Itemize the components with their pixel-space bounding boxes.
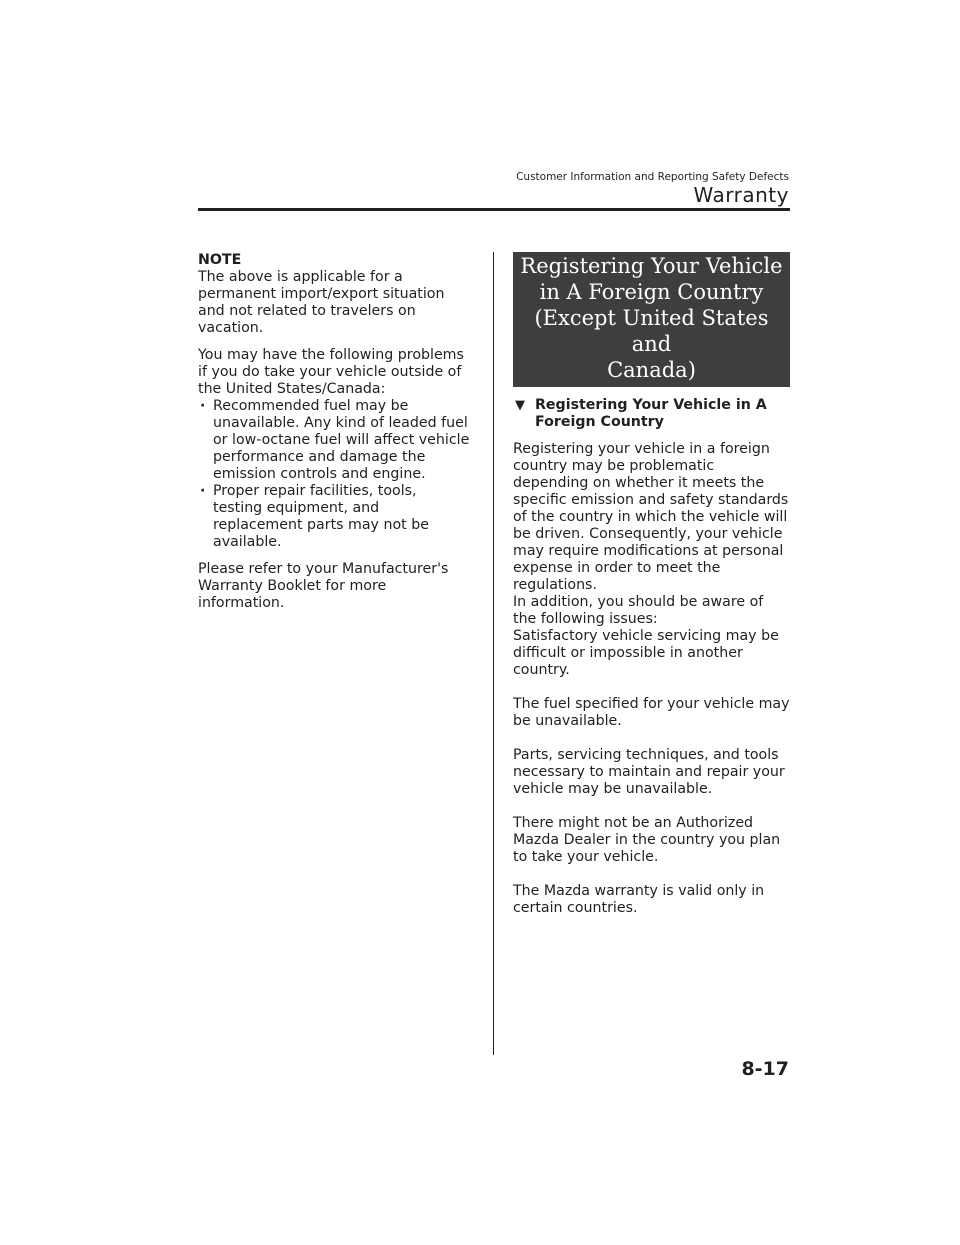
issue-parts: Parts, servicing techniques, and tools necessary to maintain and repair your vehicle may be unavailable. [513,747,785,797]
subheading [513,397,790,431]
bullet-icon: · [200,398,206,414]
issues-intro: In addition, you should be aware of the following issues: [513,594,764,627]
banner-line: Canada) [607,358,696,382]
list-item [198,398,470,483]
triangle-down-icon: ▼ [515,398,525,413]
list-item-text: Proper repair facilities, tools, testing equipment, and replacement parts may not be available. [213,483,429,550]
banner-line: in A Foreign Country [539,280,764,304]
header-rule [198,208,790,211]
note-text: The above is applicable for a permanent import/export situation and not related to travelers on vacation. [198,269,445,336]
right-column [513,252,790,934]
registration-paragraph: Registering your vehicle in a foreign country may be problematic depending on whether it meets the specific emission and safety standards of the country in which the vehicle will be driven. Consequently, your vehicle may require modifications at personal expense in order to meet the regulations. [513,441,789,593]
left-column [198,252,470,622]
issue-dealer: There might not be an Authorized Mazda Dealer in the country you plan to take your vehicle. [513,815,781,865]
list-item-text: Recommended fuel may be unavailable. Any kind of leaded fuel or low-octane fuel will affect vehicle performance and damage the emission controls and engine. [213,398,470,482]
section-banner [513,252,790,387]
header-title: Warranty [693,183,789,207]
column-divider [493,252,494,1055]
problem-list [198,398,470,551]
closing-paragraph: Please refer to your Manufacturer's Warranty Booklet for more information. [198,561,449,611]
header-section-label: Customer Information and Reporting Safety Defects [516,171,789,183]
issue-warranty: The Mazda warranty is valid only in certain countries. [513,883,765,916]
issue-fuel: The fuel specified for your vehicle may be unavailable. [513,696,790,729]
issue-servicing: Satisfactory vehicle servicing may be difficult or impossible in another country. [513,628,779,678]
banner-line: (Except United States and [534,306,769,356]
banner-line: Registering Your Vehicle [520,254,783,278]
page-number: 8-17 [741,1058,789,1080]
note-label: NOTE [198,252,242,268]
bullet-icon: · [200,483,206,499]
list-item [198,483,470,551]
intro-paragraph: You may have the following problems if you do take your vehicle outside of the United States/Canada: [198,347,464,397]
subheading-text: Registering Your Vehicle in A Foreign Country [535,397,767,430]
